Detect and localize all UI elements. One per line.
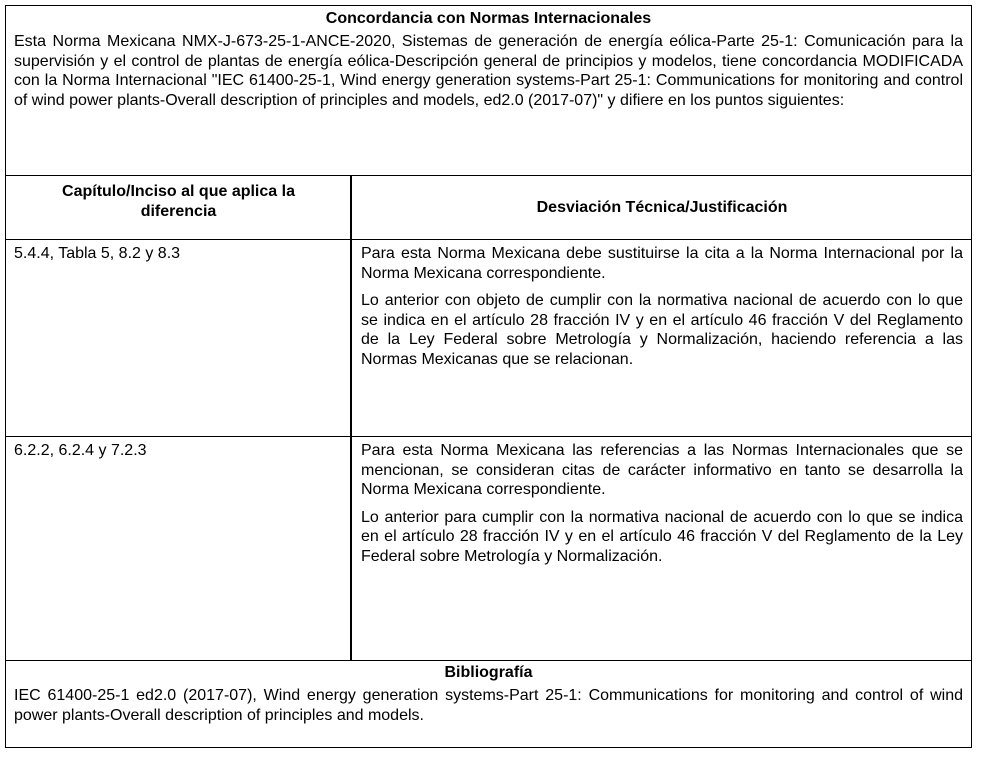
column-divider [350,176,352,660]
header-deviation: Desviación Técnica/Justificación [536,199,788,216]
deviation-paragraph: Lo anterior para cumplir con la normativa nacional de acuerdo con lo que se indica en el artículo 28 fracción IV y en el artículo 46 fracción V del Reglamento de la Ley Federal sobre Metrología y Normalización. [361,508,963,565]
bibliografia-section [6,662,971,746]
table-row-clause [6,241,351,435]
table-row-clause [6,438,351,660]
concordancia-section [6,6,971,176]
deviation-paragraph: Para esta Norma Mexicana debe sustituirse la cita a la Norma Internacional por la Norma Mexicana correspondiente. [361,245,963,282]
concordance-document [5,5,972,748]
concordancia-text: Esta Norma Mexicana NMX-J-673-25-1-ANCE-2020, Sistemas de generación de energía eólica-Parte 25-1: Comunicación para la supervisión y el control de plantas de energía eólica-Descripción general de principios y modelos, tiene concordancia MODIFICADA con la Norma Internacional "IEC 61400-25-1, Wind energy generation systems-Part 25-1: Communications for monitoring and control of wind power plants-Overall description of principles and models, ed2.0 (2017-07)" y difiere en los puntos siguientes: [14,33,963,109]
table-row-deviation [353,438,971,660]
divider [6,436,971,437]
bibliografia-title: Bibliografía [444,664,533,681]
row-clause: 5.4.4, Tabla 5, 8.2 y 8.3 [14,245,181,262]
bibliografia-text: IEC 61400-25-1 ed2.0 (2017-07), Wind energy generation systems-Part 25-1: Communications for monitoring and control of wind power plants-Overall description of principles and models. [14,687,963,724]
deviation-paragraph: Para esta Norma Mexicana las referencias a las Normas Internacionales que se mencionan, se consideran citas de carácter informativo en tanto se desarrolla la Norma Mexicana correspondiente. [361,442,963,498]
divider [6,239,971,240]
divider [6,660,971,661]
header-deviation-cell [353,177,971,239]
row-clause: 6.2.2, 6.2.4 y 7.2.3 [14,442,147,459]
table-row-deviation [353,241,971,435]
concordancia-title: Concordancia con Normas Internacionales [325,10,652,27]
deviation-paragraph: Lo anterior con objeto de cumplir con la normativa nacional de acuerdo con lo que se indica en el artículo 28 fracción IV y en el artículo 46 fracción V del Reglamento de la Ley Federal sobre Metrología y Normalización, haciendo referencia a las Normas Mexicanas que se relacionan. [361,292,963,368]
divider [6,175,971,176]
header-clause: Capítulo/Inciso al que aplica la diferencia [62,183,295,220]
header-clause-cell [6,177,351,239]
